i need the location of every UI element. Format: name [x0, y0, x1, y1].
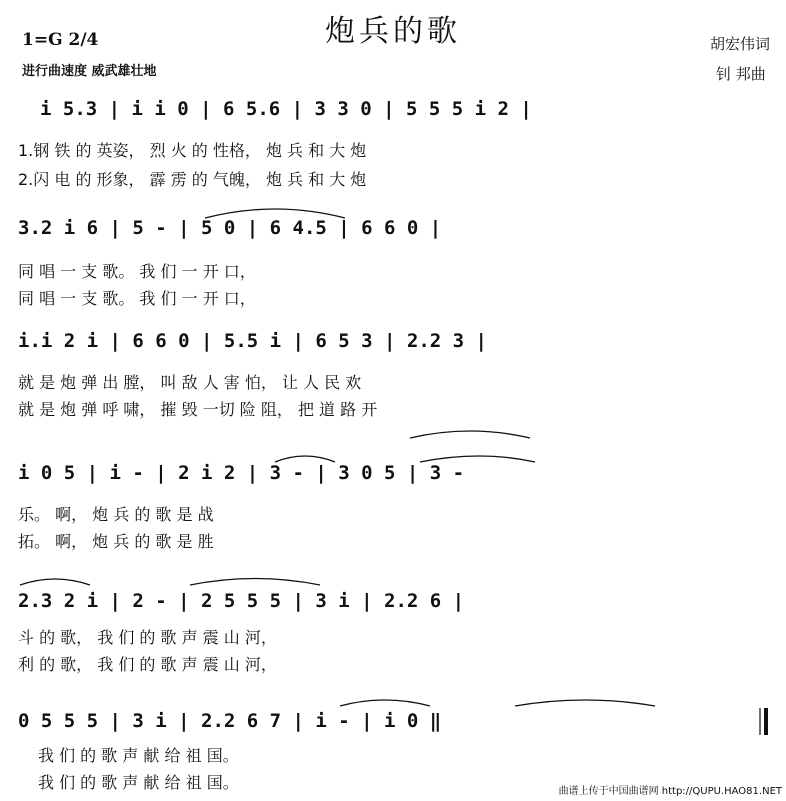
lyricist-credit: 胡宏伟词: [710, 35, 771, 53]
lyric-verse-1: 1.钢 铁 的 英姿， 烈 火 的 性格， 炮 兵 和 大 炮: [18, 141, 367, 160]
lyric-verse-2: 2.闪 电 的 形象， 霹 雳 的 气魄， 炮 兵 和 大 炮: [18, 170, 367, 189]
tempo-marking: 进行曲速度 威武雄壮地: [22, 64, 157, 79]
lyric-verse-1: 我 们 的 歌 声 献 给 祖 国。: [38, 746, 239, 765]
notation-line: 0 5 5 5 | 3 i | 2.2 6 7 | i - | i 0 ‖: [18, 710, 442, 732]
notation-line: 2.3 2 i | 2 - | 2 5 5 5 | 3 i | 2.2 6 |: [18, 590, 465, 612]
key-signature: 1=G 2/4: [22, 30, 99, 50]
lyric-verse-2: 利 的 歌， 我 们 的 歌 声 震 山 河，: [18, 655, 277, 674]
notation-line: i.i 2 i | 6 6 0 | 5.5 i | 6 5 3 | 2.2 3 |: [18, 330, 487, 352]
lyric-verse-2: 拓。 啊， 炮 兵 的 歌 是 胜: [18, 532, 214, 551]
notation-line: i 5.3 | i i 0 | 6 5.6 | 3 3 0 | 5 5 5 i 2 |: [40, 98, 532, 120]
song-title: 炮兵的歌: [325, 14, 461, 49]
lyric-verse-2: 同 唱 一 支 歌。 我 们 一 开 口，: [18, 289, 256, 308]
notation-line: 3.2 i 6 | 5 - | 5 0 | 6 4.5 | 6 6 0 |: [18, 217, 442, 239]
lyric-verse-2: 我 们 的 歌 声 献 给 祖 国。: [38, 773, 239, 792]
lyric-verse-2: 就 是 炮 弹 呼 啸， 摧 毁 一切 险 阻， 把 道 路 开: [18, 400, 378, 419]
lyric-verse-1: 同 唱 一 支 歌。 我 们 一 开 口，: [18, 262, 256, 281]
lyric-verse-1: 就 是 炮 弹 出 膛， 叫 敌 人 害 怕， 让 人 民 欢: [18, 373, 362, 392]
composer-credit: 钊 邦曲: [716, 65, 766, 83]
watermark: 曲谱上传于中国曲谱网 http://QUPU.HAO81.NET: [558, 786, 782, 797]
lyric-verse-1: 乐。 啊， 炮 兵 的 歌 是 战: [18, 505, 214, 524]
notation-line: i 0 5 | i - | 2 i 2 | 3 - | 3 0 5 | 3 -: [18, 462, 465, 484]
lyric-verse-1: 斗 的 歌， 我 们 的 歌 声 震 山 河，: [18, 628, 277, 647]
